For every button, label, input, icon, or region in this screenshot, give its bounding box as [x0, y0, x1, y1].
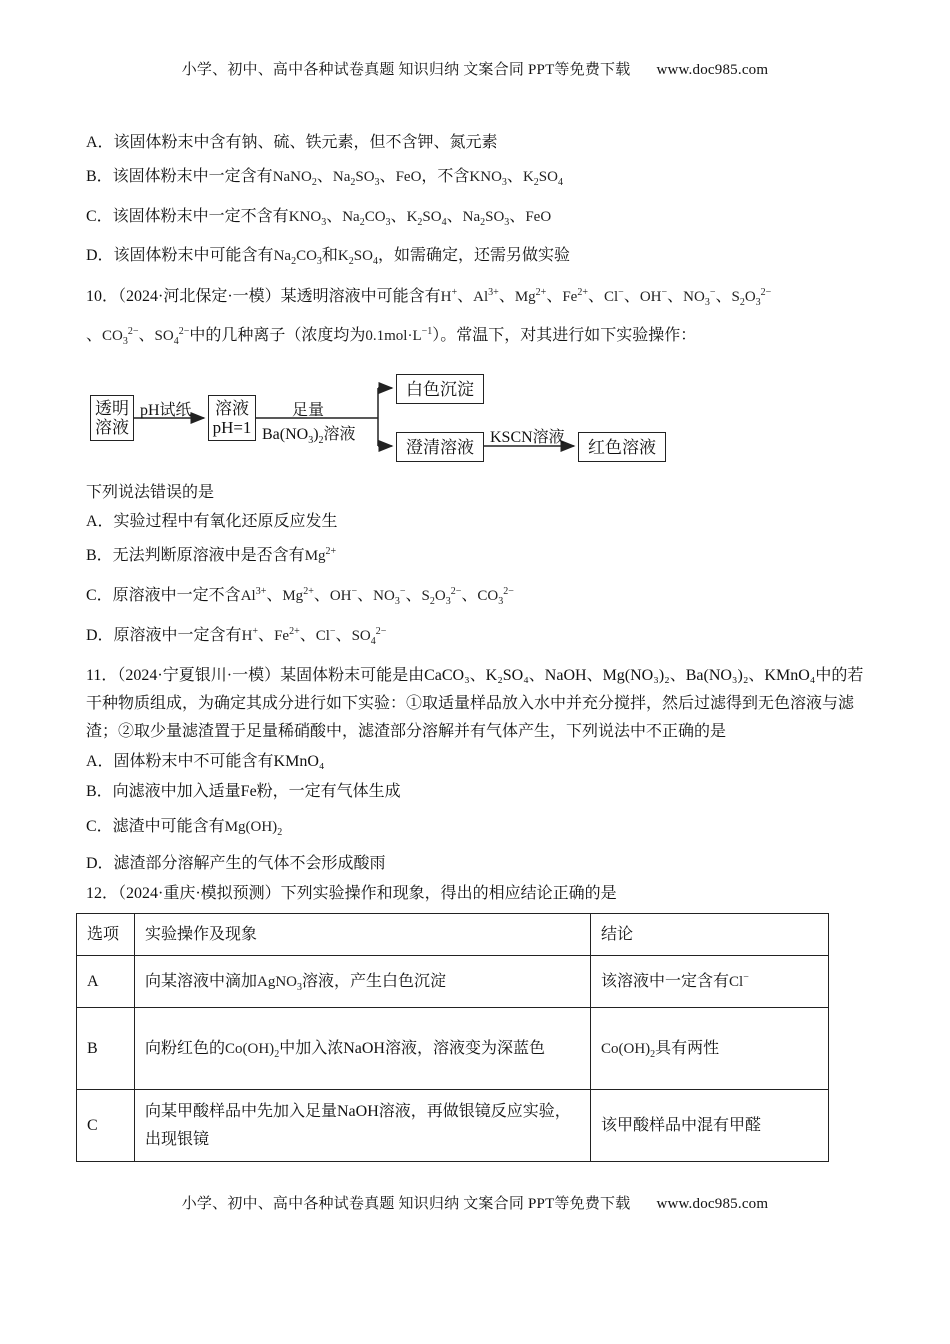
table-cell-operation: 向某溶液中滴加AgNO$_3$溶液，产生白色沉淀	[135, 956, 591, 1008]
table-cell-conclusion: 该溶液中一定含有Cl−	[591, 956, 829, 1008]
box-transparent-solution: 透明溶液	[90, 395, 134, 441]
table-header-row	[77, 914, 829, 956]
q10-stem-line2: 、$CO_3^{2-}$、$SO_4^{2-}$中的几种离子（浓度均为$0.1mol\cdot L^{-1}$）。常温下，对其进行如下实验操作：	[86, 326, 697, 347]
table-cell-conclusion: $Co(OH)_2$具有两性	[591, 1008, 829, 1090]
q11-option-b: B．向滤液中加入适量Fe粉，一定有气体生成	[86, 783, 401, 800]
table-row	[77, 1008, 829, 1090]
q11-stem: 11．（2024·宁夏银川·一模）某固体粉末可能是由CaCO₃、K₂SO₄、NaOH、Mg(NO₃)₂、Ba(NO₃)₂、KMnO₄中的若干种物质组成，为确定其成分进行如下实验：①取适量样品放入水中并充分搅拌，然后过滤得到无色溶液与滤渣；②取少量滤渣置于足量稀硝酸中，滤渣部分溶解并有气体产生，下列说法中不正确的是	[86, 667, 864, 740]
q9-option-b: B．该固体粉末中一定含有NaNO$_2$、$Na_2SO_3$、FeO，不含$KNO_3$、$K_2SO_4$	[86, 168, 563, 188]
box-white-precipitate: 白色沉淀	[396, 374, 484, 404]
footer-tagline: 小学、初中、高中各种试卷真题 知识归纳 文案合同 PPT等免费下载	[181, 1196, 631, 1212]
q11-option-a: A．固体粉末中不可能含有KMnO₄	[86, 753, 325, 770]
label-ph-paper: pH试纸	[140, 402, 192, 419]
q10-prompt: 下列说法错误的是	[86, 484, 215, 501]
q12-stem: 12．（2024·重庆·模拟预测）下列实验操作和现象，得出的相应结论正确的是	[86, 885, 617, 902]
page-footer	[0, 1192, 950, 1213]
q11-option-c: C．滤渣中可能含有$Mg(OH)_2$	[86, 818, 283, 838]
q9-option-d: D．该固体粉末中可能含有$Na_2CO_3$和$K_2SO_4$，如需确定，还需另做实验	[86, 247, 570, 267]
header-site-link[interactable]: www.doc985.com	[656, 62, 769, 78]
table-row	[77, 956, 829, 1008]
q10-option-b: B．无法判断原溶液中是否含有$Mg^{2+}$	[86, 546, 337, 564]
table-header-cell: 选项	[77, 914, 135, 956]
table-header-cell: 结论	[591, 914, 829, 956]
box-clear-solution: 澄清溶液	[396, 432, 484, 462]
q12-table	[76, 913, 829, 1162]
header-tagline: 小学、初中、高中各种试卷真题 知识归纳 文案合同 PPT等免费下载	[181, 62, 631, 78]
table-cell-conclusion: 该甲酸样品中混有甲醛	[591, 1090, 829, 1162]
q10-option-c: C．原溶液中一定不含$Al^{3+}$、$Mg^{2+}$、OH−、$NO_3^-$、$S_2O_3^{2-}$、$CO_3^{2-}$	[86, 586, 514, 607]
label-reagent-amount: 足量	[292, 402, 325, 419]
label-kscn: KSCN溶液	[490, 429, 565, 446]
box-solution-ph1: 溶液 pH=1	[208, 395, 256, 441]
table-cell-option: B	[77, 1008, 135, 1090]
table-cell-operation: 向某甲酸样品中先加入足量NaOH溶液，再做银镜反应实验，出现银镜	[135, 1090, 591, 1162]
table-cell-option: C	[77, 1090, 135, 1162]
table-header-cell: 实验操作及现象	[135, 914, 591, 956]
box-red-solution: 红色溶液	[578, 432, 666, 462]
q10-option-d: D．原溶液中一定含有H+、$Fe^{2+}$、Cl−、$SO_4^{2-}$	[86, 626, 387, 647]
table-row	[77, 1090, 829, 1162]
q9-option-a: A．该固体粉末中含有钠、硫、铁元素，但不含钾、氮元素	[86, 134, 498, 151]
q10-stem-line1: 10．（2024·河北保定·一模）某透明溶液中可能含有H+、$Al^{3+}$、$Mg^{2+}$、$Fe^{2+}$、Cl−、OH−、$NO_3^-$、$S_2O_3^{2-}$	[86, 287, 772, 308]
footer-site-link[interactable]: www.doc985.com	[656, 1196, 769, 1212]
label-reagent: $Ba(NO_3)_2$溶液	[262, 426, 356, 447]
q10-option-a: A．实验过程中有氧化还原反应发生	[86, 513, 338, 530]
table-cell-operation: 向粉红色的$Co(OH)_2$中加入浓NaOH溶液，溶液变为深蓝色	[135, 1008, 591, 1090]
q11-option-d: D．滤渣部分溶解产生的气体不会形成酸雨	[86, 855, 386, 872]
table-cell-option: A	[77, 956, 135, 1008]
q9-option-c: C．该固体粉末中一定不含有$KNO_3$、$Na_2CO_3$、$K_2SO_4$、$Na_2SO_3$、FeO	[86, 208, 552, 228]
